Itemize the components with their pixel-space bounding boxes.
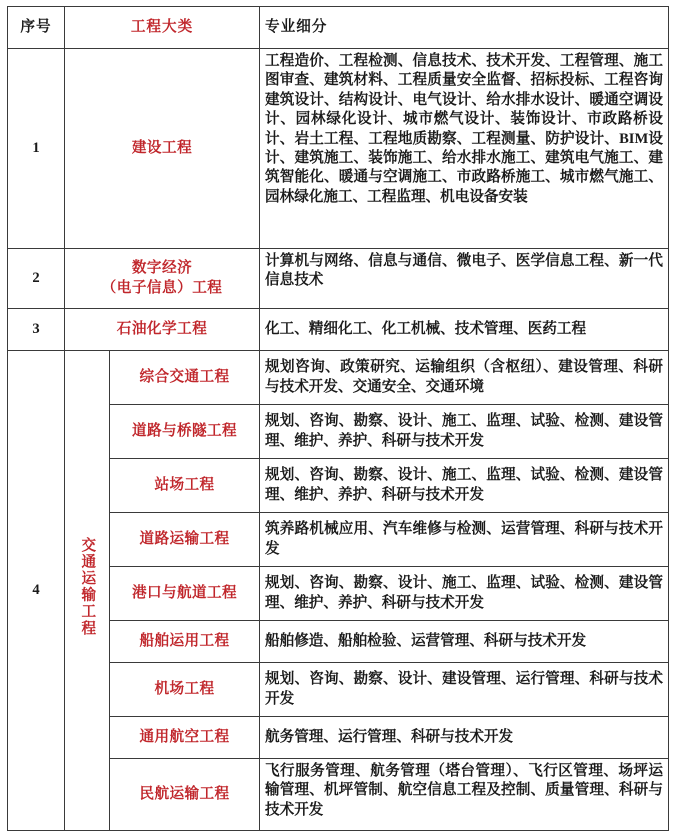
- row-category-line: （电子信息）工程: [101, 279, 223, 296]
- subrow-category: 通用航空工程: [110, 717, 260, 759]
- subrow-category: 港口与航道工程: [110, 567, 260, 621]
- table-row: [8, 49, 669, 249]
- row-category-vertical: [65, 351, 110, 831]
- subrow-category: 民航运输工程: [110, 759, 260, 831]
- subrow-category: 站场工程: [110, 459, 260, 513]
- subrow-detail: 规划咨询、政策研究、运输组织（含枢纽）、建设管理、科研与技术开发、交通安全、交通环境: [260, 351, 669, 405]
- column-header-index: 序号: [8, 7, 65, 49]
- row-index: 2: [8, 249, 65, 309]
- subrow-category: 综合交通工程: [110, 351, 260, 405]
- row-category-line: 建设工程: [131, 139, 193, 156]
- subrow-detail: 筑养路机械应用、汽车维修与检测、运营管理、科研与技术开发: [260, 513, 669, 567]
- subrow-category: 道路与桥隧工程: [110, 405, 260, 459]
- header-row: [8, 7, 669, 49]
- table-row: [8, 249, 669, 309]
- engineering-categories-table: [7, 6, 669, 831]
- subrow-detail: 规划、咨询、勘察、设计、施工、监理、试验、检测、建设管理、维护、养护、科研与技术开发: [260, 459, 669, 513]
- row-category-line: 石油化学工程: [116, 320, 208, 337]
- table-row: [8, 309, 669, 351]
- row-index: 1: [8, 49, 65, 249]
- row-category: [65, 249, 260, 309]
- table-body: [8, 49, 669, 831]
- subrow-detail: 航务管理、运行管理、科研与技术开发: [260, 717, 669, 759]
- subrow-category: 道路运输工程: [110, 513, 260, 567]
- subrow-category: 船舶运用工程: [110, 621, 260, 663]
- subrow-detail: 规划、咨询、勘察、设计、施工、监理、试验、检测、建设管理、维护、养护、科研与技术开发: [260, 405, 669, 459]
- row-category: [65, 49, 260, 249]
- row-index: 3: [8, 309, 65, 351]
- subrow-category: 机场工程: [110, 663, 260, 717]
- row-detail: 工程造价、工程检测、信息技术、技术开发、工程管理、施工图审查、建筑材料、工程质量安全监督、招标投标、工程咨询建筑设计、结构设计、电气设计、给水排水设计、暖通空调设计、园林绿化设计、城市燃气设计、装饰设计、市政路桥设计、岩土工程、工程地质勘察、工程测量、防护设计、BIM设计、建筑施工、装饰施工、给水排水施工、建筑电气施工、建筑智能化、暖通与空调施工、市政路桥施工、城市燃气施工、园林绿化施工、工程监理、机电设备安装: [260, 49, 669, 249]
- row-category: [65, 309, 260, 351]
- column-header-category: 工程大类: [65, 7, 260, 49]
- column-header-detail: 专业细分: [260, 7, 669, 49]
- row-index: 4: [8, 351, 65, 831]
- subrow-detail: 规划、咨询、勘察、设计、建设管理、运行管理、科研与技术开发: [260, 663, 669, 717]
- subrow-detail: 飞行服务管理、航务管理（塔台管理）、飞行区管理、场坪运输管理、机坪管制、航空信息工程及控制、质量管理、科研与技术开发: [260, 759, 669, 831]
- table-row: [8, 351, 669, 405]
- table-header: [8, 7, 669, 49]
- row-category-line: 数字经济: [131, 260, 193, 277]
- row-detail: 计算机与网络、信息与通信、微电子、医学信息工程、新一代信息技术: [260, 249, 669, 309]
- subrow-detail: 规划、咨询、勘察、设计、施工、监理、试验、检测、建设管理、维护、养护、科研与技术开发: [260, 567, 669, 621]
- row-category-vertical-text: 交通运输工程: [79, 537, 96, 638]
- row-detail: 化工、精细化工、化工机械、技术管理、医药工程: [260, 309, 669, 351]
- subrow-detail: 船舶修造、船舶检验、运营管理、科研与技术开发: [260, 621, 669, 663]
